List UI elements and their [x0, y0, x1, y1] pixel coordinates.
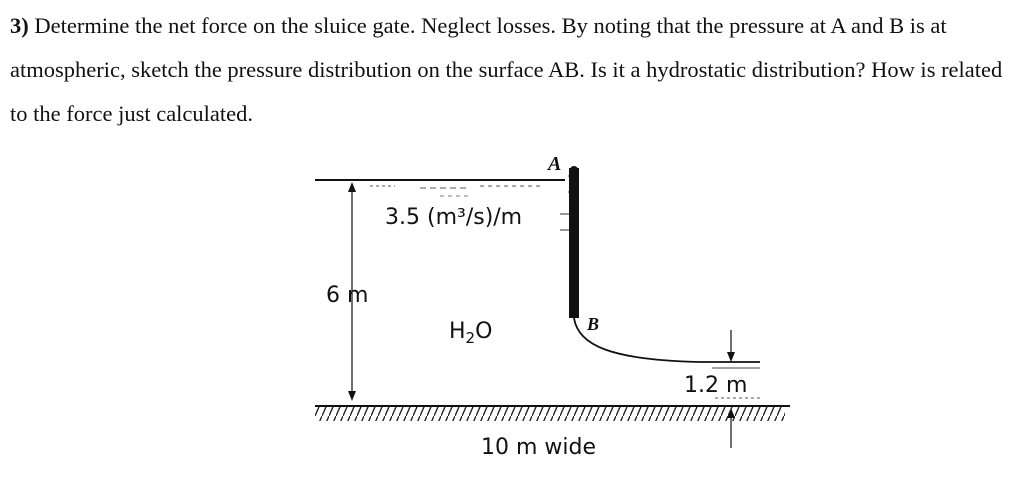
channel-floor — [315, 406, 790, 421]
fluid-label-main: H — [449, 319, 466, 344]
width-label: 10 m wide — [481, 435, 597, 460]
gate-top-knob — [570, 166, 578, 174]
fluid-label-end: O — [475, 319, 493, 344]
upstream-depth-label: 6 m — [326, 283, 369, 308]
problem-number: 3) — [10, 13, 29, 38]
sluice-gate — [569, 168, 579, 318]
point-a-label: A — [548, 153, 562, 175]
point-b-label: B — [587, 314, 600, 334]
problem-text: Determine the net force on the sluice gate. Neglect losses. By noting that the pressure at A and B is at atmospheric, sketch the pressure distribution on the surface AB. Is it a hydrostatic distribution? How is related to the force just calculated. — [10, 13, 1003, 126]
downstream-depth-label: 1.2 m — [684, 373, 748, 398]
flow-rate-label: 3.5 (m³/s)/m — [385, 205, 523, 230]
fluid-label — [449, 319, 492, 347]
fluid-label-subscript: 2 — [465, 329, 476, 347]
